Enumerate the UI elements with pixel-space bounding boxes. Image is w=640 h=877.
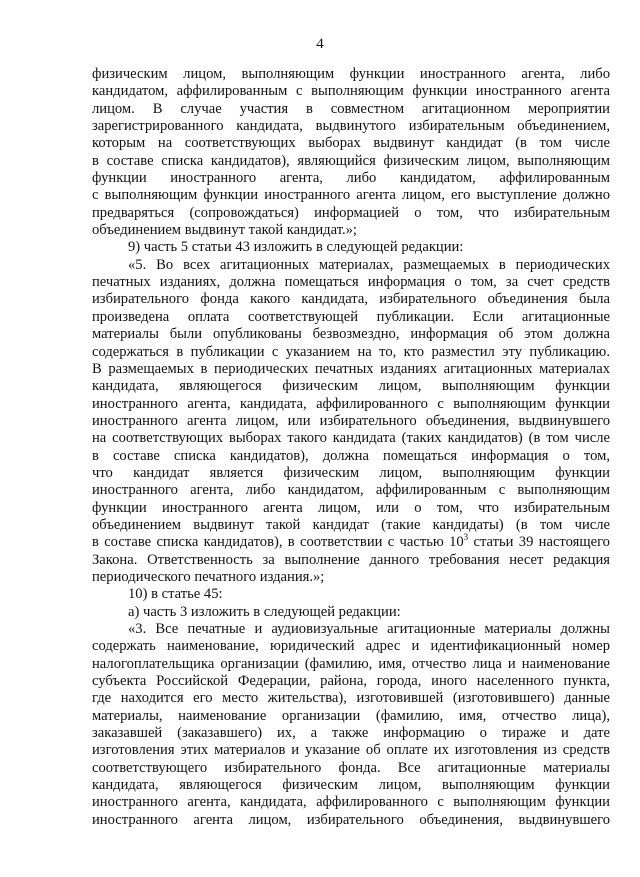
text-line-content: изготовления этих материалов и указание об оплате их изготовления из средств xyxy=(92,742,610,759)
text-line-content: содержаться в публикации с указанием на то, кто разместил эту публикацию. xyxy=(92,343,610,360)
text-line-content: содержать наименование, юридический адрес и идентификационный номер xyxy=(92,638,610,655)
superscript: 3 xyxy=(463,532,469,543)
text-line xyxy=(92,569,610,586)
text-line xyxy=(92,638,610,655)
text-line-content: которым на соответствующих выборах выдвинут кандидат (в том числе xyxy=(92,135,610,152)
text-line-content: соответствующего избирательного фонда. Все агитационные материалы xyxy=(92,759,610,776)
text-line-content: иностранного агента лицом, или избирательного объединения, выдвинувшего xyxy=(92,412,610,429)
text-line xyxy=(92,500,610,517)
text-line-content: Закона. Ответственность за выполнение данного требования несет редакция xyxy=(92,551,610,568)
text-line-content: избирательного фонда какого кандидата, избирательного объединения была xyxy=(92,291,610,308)
text-line-content: с выполняющим функции иностранного агента лицом, его выступление должно xyxy=(92,187,610,204)
text-line-content: «3. Все печатные и аудиовизуальные агитационные материалы должны xyxy=(128,621,610,637)
text-line xyxy=(92,83,610,100)
text-line xyxy=(92,586,610,603)
text-line xyxy=(92,396,610,413)
text-line xyxy=(92,135,610,152)
text-line-content: предваряться (сопровождаться) информацией о том, что избирательным xyxy=(92,204,610,221)
text-line xyxy=(92,777,610,794)
text-line xyxy=(92,413,610,430)
text-line-content: иностранного агента, либо кандидатом, аффилированным с выполняющим xyxy=(92,482,610,499)
text-line-content: а) часть 3 изложить в следующей редакции: xyxy=(128,603,401,620)
text-line xyxy=(92,309,610,326)
text-line xyxy=(92,222,610,239)
text-line xyxy=(92,482,610,499)
text-line xyxy=(92,344,610,361)
text-line xyxy=(92,448,610,465)
text-line-content: произведена оплата соответствующей публикации. Если агитационные xyxy=(92,308,610,325)
text-line-content: что кандидат является физическим лицом, выполняющим функции xyxy=(92,464,610,481)
text-line-content: материалы были опубликованы безвозмездно, информация об этом должна xyxy=(92,326,610,343)
text-line xyxy=(92,534,610,551)
document-body xyxy=(92,66,610,829)
text-line-content: зарегистрированного кандидата, выдвинутого избирательным объединением, xyxy=(92,118,610,135)
text-line xyxy=(92,326,610,343)
text-line-content: объединением выдвинут такой кандидат (такие кандидаты) (в том числе xyxy=(92,516,610,533)
text-line xyxy=(92,361,610,378)
text-line-content: физическим лицом, выполняющим функции иностранного агента, либо xyxy=(92,66,610,82)
text-line-content: объединением выдвинут такой кандидат.»; xyxy=(92,222,357,239)
text-line-content: В размещаемых в периодических печатных изданиях агитационных материалах xyxy=(92,360,610,377)
text-line xyxy=(92,66,610,83)
text-line-content: на соответствующих выборах такого кандидата (таких кандидатов) (в том числе xyxy=(92,430,610,447)
text-line-content: в составе списка кандидатов), должна помещаться информация о том, xyxy=(92,447,610,464)
text-line xyxy=(92,656,610,673)
text-line-content: материалы, наименование организации (фамилию, имя, отчество лица), xyxy=(92,707,610,724)
text-line xyxy=(92,153,610,170)
text-line xyxy=(92,274,610,291)
text-line xyxy=(92,187,610,204)
text-line xyxy=(92,812,610,829)
text-line xyxy=(92,708,610,725)
text-line-content: кандидата, являющегося физическим лицом, выполняющим функции xyxy=(92,378,610,395)
text-line xyxy=(92,239,610,256)
text-line-content: в составе списка кандидатов), в соответствии с частью 10 xyxy=(92,534,464,551)
text-line xyxy=(92,118,610,135)
text-line xyxy=(92,794,610,811)
text-line xyxy=(92,604,610,621)
text-line-content: иностранного агента, кандидата, аффилированного с выполняющим функции xyxy=(92,395,610,412)
text-line-content: иностранного агента, кандидата, аффилированного с выполняющим функции xyxy=(92,794,610,811)
text-line-content: заказавшей (заказавшего) их, а также информацию о тираже и дате xyxy=(92,725,610,742)
text-line-content: налогоплательщика организации (фамилию, имя, отчество лица и наименование xyxy=(92,655,610,672)
text-line-content: где находится его место жительства), изготовившей (изготовившего) данные xyxy=(92,690,610,707)
text-line-content: 10) в статье 45: xyxy=(128,586,223,603)
text-line-content: иностранного агента лицом, избирательного объединения, выдвинувшего xyxy=(92,811,610,828)
text-line xyxy=(92,690,610,707)
text-line-content: периодического печатного издания.»; xyxy=(92,568,325,585)
text-line xyxy=(92,621,610,638)
text-line-content: 9) часть 5 статьи 43 изложить в следующей редакции: xyxy=(128,239,464,256)
text-line-content: лицом. В случае участия в совместном агитационном мероприятии xyxy=(92,100,610,117)
text-line xyxy=(92,725,610,742)
text-line-content: «5. Во всех агитационных материалах, размещаемых в периодических xyxy=(128,256,610,273)
text-line xyxy=(92,673,610,690)
text-line xyxy=(92,760,610,777)
page-number: 4 xyxy=(316,36,324,52)
text-line xyxy=(92,257,610,274)
text-line xyxy=(92,101,610,118)
text-line xyxy=(92,378,610,395)
text-line-continuation: статьи 39 настоящего xyxy=(468,534,610,551)
text-line xyxy=(92,742,610,759)
text-line xyxy=(92,465,610,482)
text-line xyxy=(92,430,610,447)
text-line-content: кандидата, являющегося физическим лицом, выполняющим функции xyxy=(92,777,610,794)
text-line-content: субъекта Российской Федерации, района, города, иного населенного пункта, xyxy=(92,673,610,690)
text-line xyxy=(92,170,610,187)
text-line xyxy=(92,291,610,308)
text-line xyxy=(92,552,610,569)
text-line-content: печатных изданиях, должна помещаться информация о том, за счет средств xyxy=(92,274,610,291)
text-line xyxy=(92,517,610,534)
text-line-content: в составе списка кандидатов), являющийся физическим лицом, выполняющим xyxy=(92,152,610,169)
text-line-content: функции иностранного агента, либо кандидатом, аффилированным xyxy=(92,170,610,187)
text-line-content: кандидатом, аффилированным с выполняющим функции иностранного агента xyxy=(92,83,610,100)
text-line-content: функции иностранного агента лицом, или о том, что избирательным xyxy=(92,499,610,516)
text-line xyxy=(92,205,610,222)
